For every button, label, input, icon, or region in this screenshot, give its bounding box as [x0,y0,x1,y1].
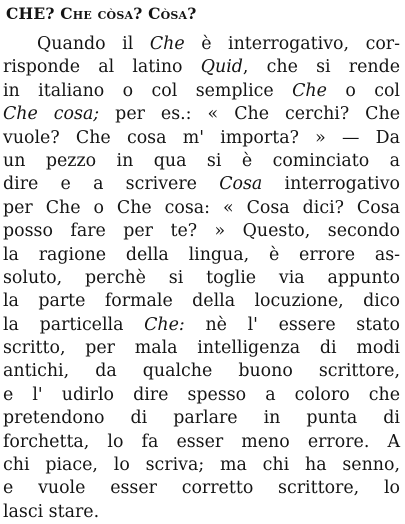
italic-term: Che [292,80,327,101]
text-run: per Che o Che cosa: « Cosa dici? Cosa [3,197,400,218]
text-run: e l' udirlo dire spesso a coloro che [3,384,400,405]
text-run: un pezzo in qua si è cominciato a [3,150,400,171]
text-line [3,290,400,313]
text-run: scritto, per mala intelligenza di modi [3,338,400,359]
text-line [3,337,400,360]
entry-body [3,33,400,524]
text-run: antichi, da qualche buono scrittore, [3,361,400,382]
text-line [3,431,400,454]
text-line [3,197,400,220]
text-run: la ragione della lingua, è errore as- [3,244,400,265]
text-run: dire e a scrivere [3,174,220,195]
text-line [3,220,400,243]
text-line [3,173,400,196]
text-line [3,56,400,79]
text-run: in italiano o col semplice [3,80,293,101]
text-line [3,314,400,337]
italic-term: Che: [144,314,185,335]
text-run: vuole? Che cosa m' importa? » — Da [3,127,400,148]
italic-term: Che [149,34,185,54]
text-line [3,454,400,477]
italic-term: Cosa [219,174,263,195]
text-run: soluto, perchè si toglie via appunto [3,267,400,288]
text-line [3,80,400,103]
text-run: la particella [3,314,145,335]
text-line [3,127,400,150]
text-run: chi piace, lo scriva; ma chi ha senno, [3,455,400,476]
text-line [3,360,400,383]
text-run: risponde al latino [3,57,201,78]
text-line [3,407,400,430]
text-line [3,384,400,407]
entry-heading: CHE? Che còsa? Còsa? [6,4,197,23]
text-run: Quando il [37,34,150,54]
text-line [3,244,400,267]
text-run: la parte formale della locuzione, dico [3,291,400,312]
italic-term: Che cosa; [3,104,100,125]
text-run: è interrogativo, cor- [184,34,400,54]
text-line [3,103,400,126]
text-run: posso fare per te? » Questo, secondo [3,221,400,242]
text-line [3,477,400,500]
text-run: o col [326,80,400,101]
text-line [3,501,400,524]
text-run: per es.: « Che cerchi? Che [99,104,400,125]
text-run: forchetta, lo fa esser meno errore. A [3,431,400,452]
text-line [3,150,400,173]
italic-term: Quid [200,57,243,78]
text-run: nè l' essere stato [184,314,401,335]
text-run: lasci stare. [3,501,100,522]
text-run: , che si rende [242,57,400,78]
text-run: e vuole esser corretto scrittore, lo [3,478,400,499]
text-run: pretendono di parlare in punta di [3,408,400,429]
text-line [3,33,400,56]
text-line [3,267,400,290]
text-run: interrogativo [262,174,400,195]
